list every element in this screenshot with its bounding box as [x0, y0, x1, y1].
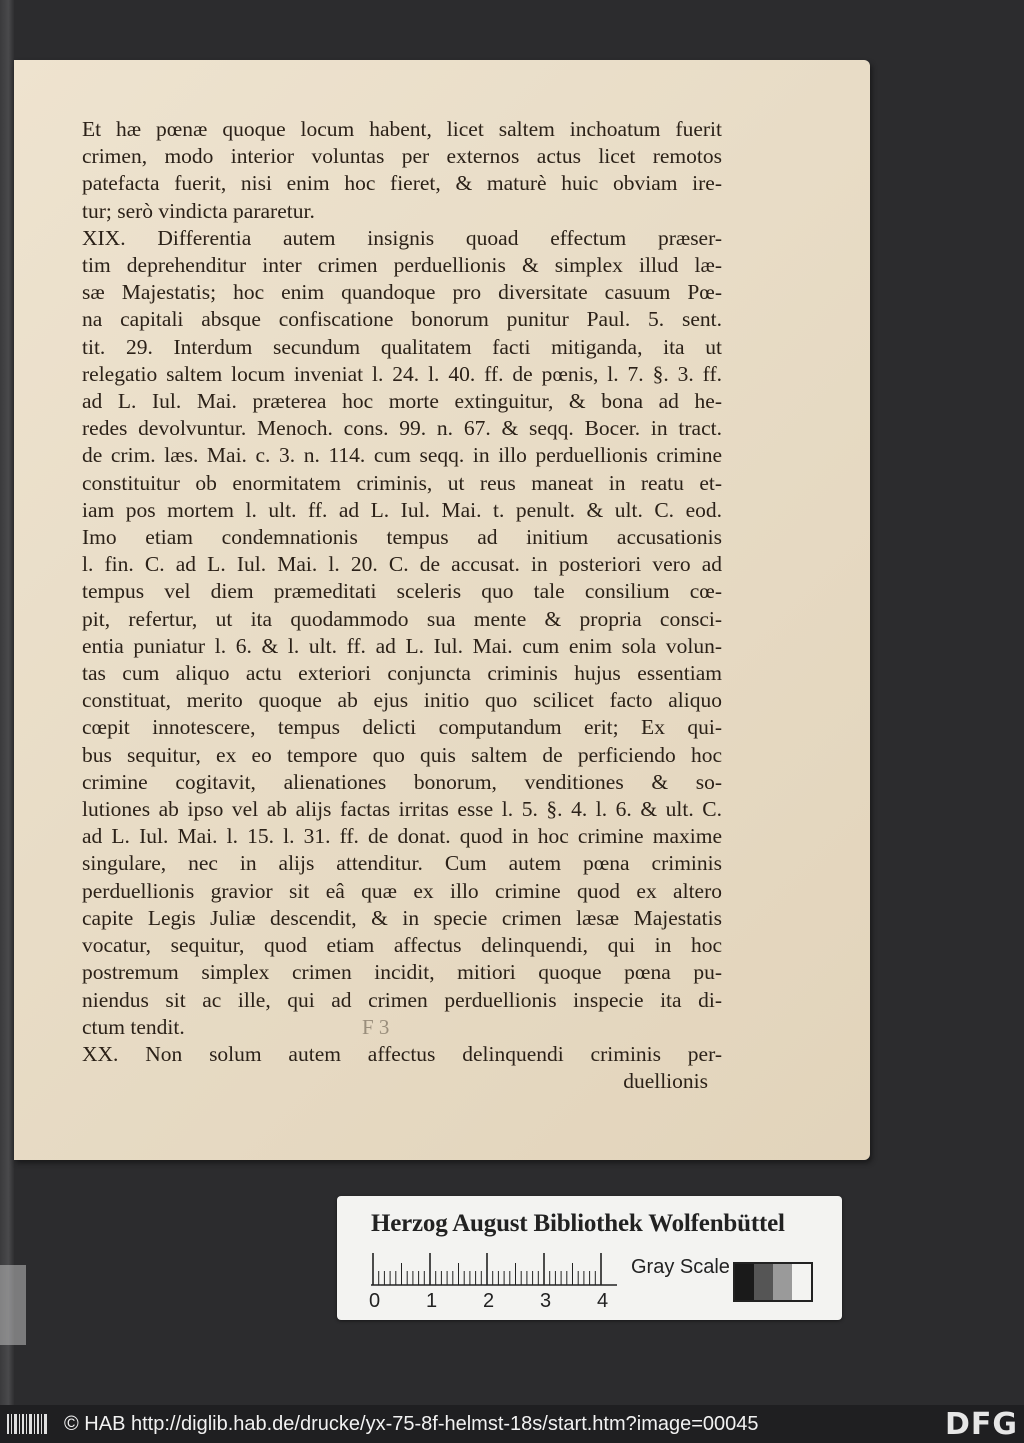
gray-swatch [735, 1264, 754, 1300]
ruler [371, 1252, 621, 1286]
text-line: vocatur, sequitur, quod etiam affectus delinquendi, qui in hoc [82, 933, 722, 958]
text-line: pit, refertur, ut ita quodammodo sua mente & propria consci- [82, 606, 722, 631]
ruler-number: 1 [426, 1290, 438, 1312]
library-name: Herzog August Bibliothek Wolfenbüttel [371, 1210, 785, 1237]
dfg-logo: DFG [944, 1407, 1018, 1442]
text-line: ctum tendit. [82, 1014, 185, 1039]
text-line: l. fin. C. ad L. Iul. Mai. l. 20. C. de accusat. in posteriori vero ad [82, 552, 722, 577]
text-line: singulare, nec in alijs attenditur. Cum autem pœna criminis [82, 851, 722, 876]
gray-scale-swatches [733, 1262, 813, 1302]
text-line: redes devolvuntur. Menoch. cons. 99. n. 67. & seqq. Bocer. in tract. [82, 416, 722, 441]
book-spine [0, 0, 14, 1405]
text-line: tim deprehenditur inter crimen perduellionis & simplex illud læ- [82, 253, 722, 278]
spine-highlight [0, 1265, 26, 1345]
gray-swatch [792, 1264, 811, 1300]
text-line: perduellionis gravior sit eâ quæ ex illo crimine quod ex altero [82, 878, 722, 903]
text-line: Et hæ pœnæ quoque locum habent, licet saltem inchoatum fuerit [82, 117, 722, 141]
text-line: ad L. Iul. Mai. præterea hoc morte extinguitur, & bona ad he- [82, 389, 722, 414]
text-line: niendus sit ac ille, qui ad crimen perduellionis inspecie ita di- [82, 987, 722, 1012]
footer-bar [0, 1405, 1024, 1443]
text-line: Imo etiam condemnationis tempus ad initium accusationis [82, 525, 722, 550]
barcode-icon [6, 1412, 50, 1436]
ruler-number: 0 [369, 1290, 381, 1312]
text-line: lutiones ab ipso vel ab alijs factas irritas esse l. 5. §. 4. l. 6. & ult. C. [82, 797, 722, 822]
text-line: capite Legis Juliæ descendit, & in specie crimen læsæ Majestatis [82, 905, 722, 930]
text-line: tur; serò vindicta pararetur. [82, 198, 315, 223]
text-line: crimine cogitavit, alienationes bonorum, venditiones & so- [82, 769, 722, 794]
text-line: tas cum aliquo actu exteriori conjuncta criminis hujus essentiam [82, 661, 722, 686]
ruler-numbers [363, 1290, 643, 1316]
text-line: crimen, modo interior voluntas per externos actus licet remotos [82, 144, 722, 169]
ruler-number: 2 [483, 1290, 495, 1312]
gray-swatch [773, 1264, 792, 1300]
text-line: na capitali absque confiscatione bonorum punitur Paul. 5. sent. [82, 307, 722, 332]
text-line: sæ Majestatis; hoc enim quandoque pro diversitate casuum Pœ- [82, 280, 722, 305]
color-calibration-card [337, 1196, 842, 1320]
ruler-number: 4 [597, 1290, 609, 1312]
gray-swatch [754, 1264, 773, 1300]
text-line: iam pos mortem l. ult. ff. ad L. Iul. Mai. t. penult. & ult. C. eod. [82, 497, 722, 522]
text-line: entia puniatur l. 6. & l. ult. ff. ad L. Iul. Mai. cum enim sola volun- [82, 633, 722, 658]
text-line: de crim. læs. Mai. c. 3. n. 114. cum seqq. in illo perduellionis crimine [82, 443, 722, 468]
scanned-page [14, 60, 870, 1160]
source-url[interactable]: © HAB http://diglib.hab.de/drucke/yx-75-8f-helmst-18s/start.htm?image=00045 [64, 1412, 759, 1435]
text-line: XX. Non solum autem affectus delinquendi criminis per- [82, 1041, 722, 1066]
text-line: cœpit innotescere, tempus delicti computandum erit; Ex qui- [82, 715, 722, 740]
text-line: tempus vel diem præmeditati sceleris quo tale consilium cœ- [82, 579, 722, 604]
gray-scale-label: Gray Scale [631, 1256, 730, 1278]
ruler-number: 3 [540, 1290, 552, 1312]
text-line: ad L. Iul. Mai. l. 15. l. 31. ff. de donat. quod in hoc crimine maxime [82, 824, 722, 849]
text-line: patefacta fuerit, nisi enim hoc fieret, & maturè huic obviam ire- [82, 171, 722, 196]
text-line: relegatio saltem locum inveniat l. 24. l. 40. ff. de pœnis, l. 7. §. 3. ff. [82, 361, 722, 386]
text-line: constituat, merito quoque ab ejus initio quo scilicet facto aliquo [82, 688, 722, 713]
text-line: postremum simplex crimen incidit, mitiori quoque pœna pu- [82, 960, 722, 985]
catchword: duellionis [623, 1069, 708, 1094]
text-line: constituitur ob enormitatem criminis, ut reus maneat in reatu et- [82, 470, 722, 495]
text-line: XIX. Differentia autem insignis quoad effectum præser- [82, 225, 722, 250]
page-text [82, 116, 722, 1095]
signature-mark: F 3 [362, 1015, 390, 1039]
text-line: tit. 29. Interdum secundum qualitatem facti mitiganda, ita ut [82, 334, 722, 359]
text-line: bus sequitur, ex eo tempore quo quis saltem de perficiendo hoc [82, 742, 722, 767]
